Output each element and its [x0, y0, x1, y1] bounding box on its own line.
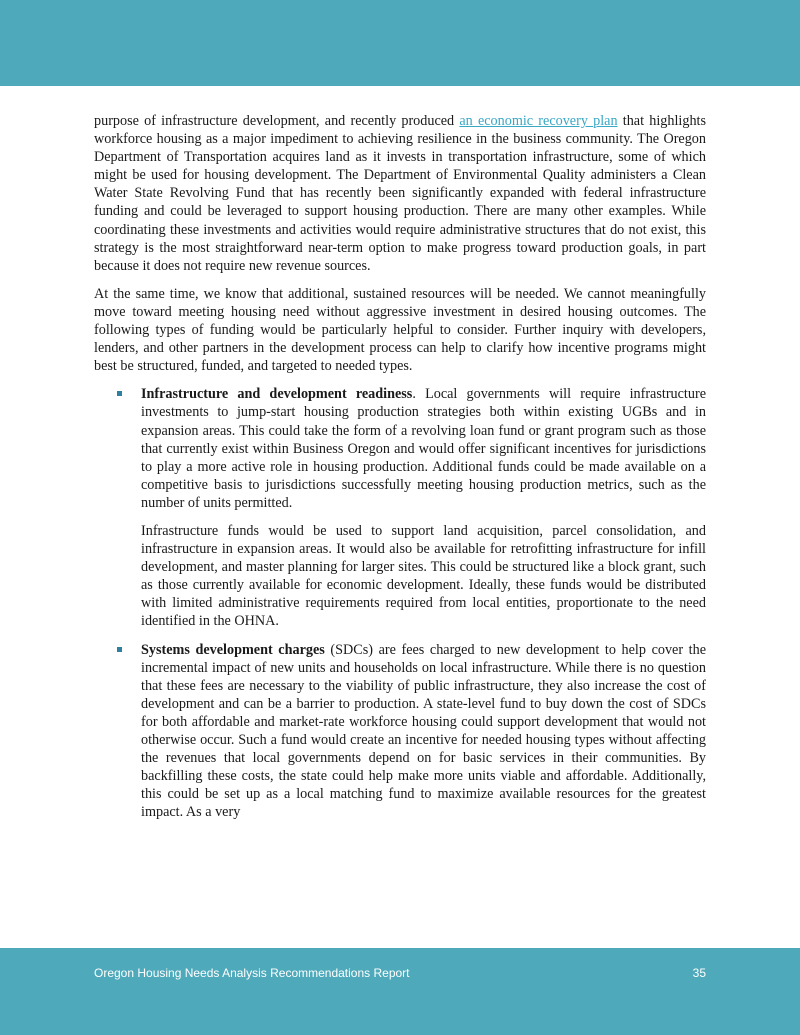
page-body [94, 112, 706, 831]
paragraph-1-after: that highlights workforce housing as a major impediment to achieving resilience in the business community. The Oregon Department of Transportation acquires land as it invests in transportation infrastructure, some of which might be used for housing development. The Department of Environmental Quality administers a Clean Water State Revolving Fund that has recently been significantly expanded with federal infrastructure funding and could be leveraged to support housing production. There are many other examples. While coordinating these investments and activities would require administrative structures that do not exist, this strategy is the most straightforward near-term option to make progress toward production goals, in part because it does not require new revenue sources. [94, 113, 706, 274]
square-bullet-icon [117, 647, 122, 652]
list-item-infrastructure [94, 385, 706, 630]
list-item-sdc [94, 641, 706, 822]
header-band [0, 0, 800, 86]
page-number: 35 [692, 966, 706, 980]
square-bullet-icon [117, 391, 122, 396]
paragraph-2: At the same time, we know that additional, sustained resources will be needed. We cannot meaningfully move toward meeting housing need without aggressive investment in desired housing outcomes. The following types of funding would be particularly helpful to consider. Further inquiry with developers, lenders, and other partners in the development process can help to clarify how incentive programs might best be structured, funded, and targeted to needed types. [94, 285, 706, 375]
list-item-body: . Local governments will require infrastructure investments to jump-start housing production strategies both within existing UGBs and in expansion areas. This could take the form of a revolving loan fund or grant program such as those that currently exist within Business Oregon and would offer significant incentives for jurisdictions to play a more active role in housing production. Additional funds could be made available on a competitive basis to jurisdictions successfully meeting housing production metrics, such as the number of units permitted. [141, 386, 706, 511]
funding-types-list [94, 385, 706, 821]
footer-band [0, 948, 800, 1035]
economic-recovery-plan-link[interactable]: an economic recovery plan [459, 113, 618, 129]
list-item-heading: Systems development charges [141, 641, 325, 658]
list-item-body: (SDCs) are fees charged to new development to help cover the incremental impact of new units and households on local infrastructure. While there is no question that these fees are necessary to the viability of public infrastructure, they also increase the cost of development and can be a barrier to production. A state-level fund to buy down the cost of SDCs for both affordable and market-rate workforce housing could support development that would not otherwise occur. Such a fund would create an incentive for needed housing types without affecting the revenues that local governments depend on for basic services in their communities. By backfilling these costs, the state could help make more units viable and affordable. Additionally, this could be set up as a local matching fund to maximize available resources for the greatest impact. As a very [141, 641, 707, 821]
paragraph-1-before: purpose of infrastructure development, and recently produced [94, 113, 460, 129]
footer-report-title: Oregon Housing Needs Analysis Recommendations Report [94, 966, 410, 980]
list-item-text [141, 641, 706, 822]
paragraph-1 [94, 112, 706, 275]
list-item-extra-paragraph: Infrastructure funds would be used to support land acquisition, parcel consolidation, and infrastructure in expansion areas. It would also be available for retrofitting infrastructure for infill development, and master planning for larger sites. This could be structured like a block grant, such as those currently available for economic development. Ideally, these funds would be distributed with limited administrative requirements required from local entities, proportionate to the need identified in the OHNA. [141, 522, 706, 630]
list-item-text [141, 385, 706, 512]
list-item-heading: Infrastructure and development readiness [141, 386, 413, 403]
